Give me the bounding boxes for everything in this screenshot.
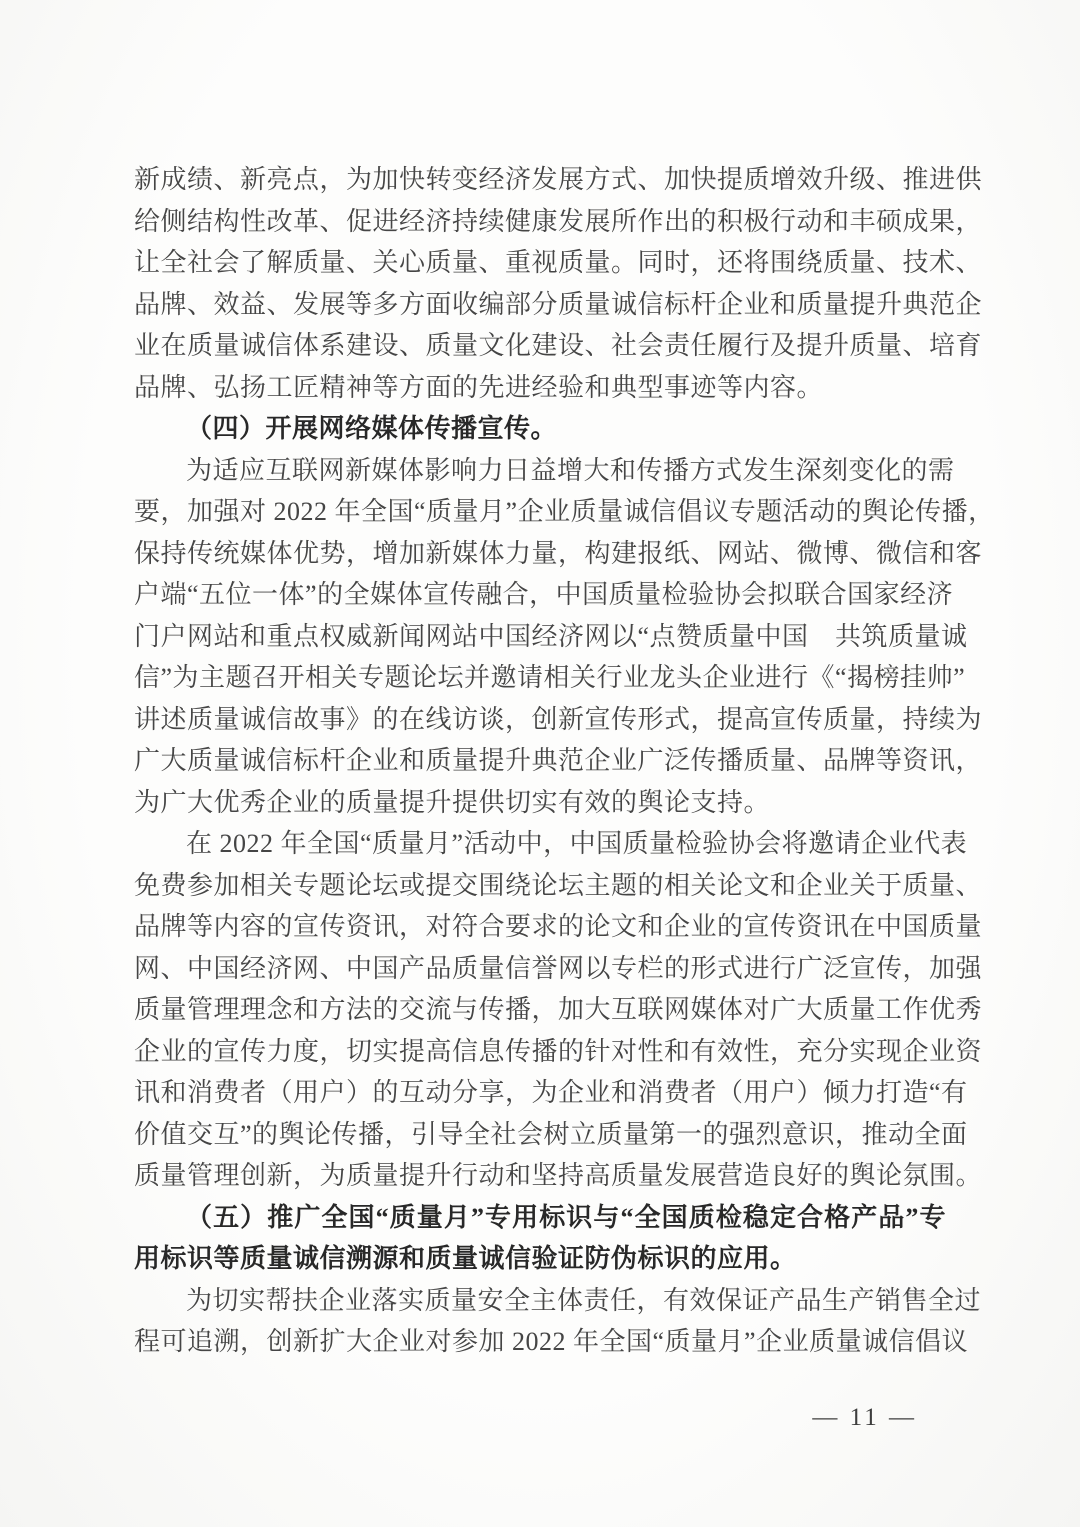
page-number: — 11 — (812, 1404, 917, 1431)
text-line: 广大质量诚信标杆企业和质量提升典范企业广泛传播质量、品牌等资讯， (134, 746, 983, 775)
text-line: 为适应互联网新媒体影响力日益增大和传播方式发生深刻变化的需 (186, 455, 955, 485)
text-line: 要，加强对 2022 年全国“质量月”企业质量诚信倡议专题活动的舆论传播， (134, 497, 995, 526)
text-line: 网、中国经济网、中国产品质量信誉网以专栏的形式进行广泛宣传，加强 (134, 953, 983, 983)
text-line: 质量管理创新，为质量提升行动和坚持高质量发展营造良好的舆论氛围。 (134, 1161, 983, 1190)
text-line: 户端“五位一体”的全媒体宣传融合，中国质量检验协会拟联合国家经济 (134, 580, 954, 609)
text-line: 新成绩、新亮点，为加快转变经济发展方式、加快提质增效升级、推进供 (134, 165, 983, 194)
text-line: 保持传统媒体优势，增加新媒体力量，构建报纸、网站、微博、微信和客 (134, 538, 983, 568)
text-line: 企业的宣传力度，切实提高信息传播的针对性和有效性，充分实现企业资 (134, 1036, 983, 1066)
text-line: 质量管理理念和方法的交流与传播，加大互联网媒体对广大质量工作优秀 (134, 995, 983, 1024)
text-line: 在 2022 年全国“质量月”活动中，中国质量检验协会将邀请企业代表 (186, 829, 968, 858)
text-line: 门户网站和重点权威新闻网站中国经济网以“点赞质量中国 共筑质量诚 (134, 621, 968, 651)
text-line: 为切实帮扶企业落实质量安全主体责任，有效保证产品生产销售全过 (186, 1285, 982, 1315)
text-line: 为广大优秀企业的质量提升提供切实有效的舆论支持。 (134, 787, 771, 817)
text-line: 给侧结构性改革、促进经济持续健康发展所作出的积极行动和丰硕成果， (134, 206, 983, 236)
section-heading-5: （五）推广全国“质量月”专用标识与“全国质检稳定合格产品”专 (186, 1202, 946, 1232)
section-heading-4: （四）开展网络媒体传播宣传。 (186, 414, 558, 443)
text-line: 让全社会了解质量、关心质量、重视质量。同时，还将围绕质量、技术、 (134, 248, 983, 277)
text-line: 品牌、效益、发展等多方面收编部分质量诚信标杆企业和质量提升典范企 (134, 289, 983, 319)
text-line: 业在质量诚信体系建设、质量文化建设、社会责任履行及提升质量、培育 (134, 331, 983, 360)
section-heading-5-line2: 用标识等质量诚信溯源和质量诚信验证防伪标识的应用。 (134, 1244, 797, 1273)
text-line: 免费参加相关专题论坛或提交围绕论坛主题的相关论文和企业关于质量、 (134, 870, 983, 900)
text-line: 讯和消费者（用户）的互动分享，为企业和消费者（用户）倾力打造“有 (134, 1078, 968, 1107)
text-line: 讲述质量诚信故事》的在线访谈，创新宣传形式，提高宣传质量，持续为 (134, 704, 983, 734)
text-line: 价值交互”的舆论传播，引导全社会树立质量第一的强烈意识，推动全面 (134, 1119, 968, 1149)
text-line: 品牌等内容的宣传资讯，对符合要求的论文和企业的宣传资讯在中国质量 (134, 912, 983, 941)
text-line: 程可追溯，创新扩大企业对参加 2022 年全国“质量月”企业质量诚信倡议 (134, 1327, 969, 1356)
text-body (134, 159, 995, 1363)
text-line: 品牌、弘扬工匠精神等方面的先进经验和典型事迹等内容。 (134, 372, 824, 402)
text-line: 信”为主题召开相关专题论坛并邀请相关行业龙头企业进行《“揭榜挂帅” (134, 663, 966, 692)
